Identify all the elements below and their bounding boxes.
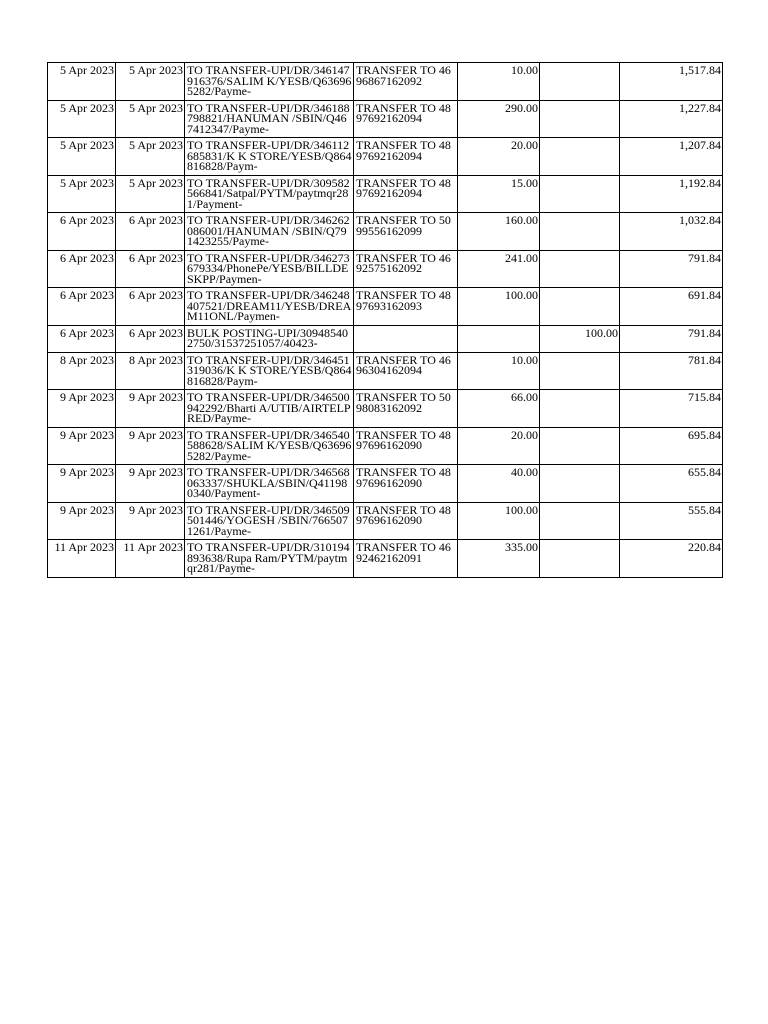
transaction-date-cell: 9 Apr 2023 <box>48 465 116 503</box>
table-row <box>48 175 723 213</box>
withdrawal-amount-cell: 335.00 <box>458 540 540 578</box>
withdrawal-amount-cell: 241.00 <box>458 250 540 288</box>
transaction-date-cell: 6 Apr 2023 <box>48 325 116 352</box>
description-cell: TO TRANSFER-UPI/DR/346540588628/SALIM K/YESB/Q636965282/Payme- <box>185 427 354 465</box>
reference-cell: TRANSFER TO 4897692162094 <box>354 138 458 176</box>
reference-cell: TRANSFER TO 4897696162090 <box>354 465 458 503</box>
deposit-amount-cell <box>540 390 620 428</box>
value-date-cell: 9 Apr 2023 <box>116 465 185 503</box>
balance-cell: 220.84 <box>620 540 723 578</box>
value-date-cell: 6 Apr 2023 <box>116 250 185 288</box>
table-row <box>48 390 723 428</box>
transaction-date-cell: 9 Apr 2023 <box>48 390 116 428</box>
transaction-date-cell: 6 Apr 2023 <box>48 250 116 288</box>
description-cell: TO TRANSFER-UPI/DR/346262086001/HANUMAN /SBIN/Q791423255/Payme- <box>185 213 354 251</box>
value-date-cell: 5 Apr 2023 <box>116 63 185 101</box>
description-cell: TO TRANSFER-UPI/DR/310194893638/Rupa Ram/PYTM/paytmqr281/Payme- <box>185 540 354 578</box>
transaction-table <box>47 62 723 578</box>
withdrawal-amount-cell: 100.00 <box>458 288 540 326</box>
transaction-table-body <box>48 63 723 578</box>
reference-cell: TRANSFER TO 5098083162092 <box>354 390 458 428</box>
transaction-date-cell: 5 Apr 2023 <box>48 63 116 101</box>
transaction-date-cell: 6 Apr 2023 <box>48 288 116 326</box>
withdrawal-amount-cell: 100.00 <box>458 502 540 540</box>
withdrawal-amount-cell: 10.00 <box>458 63 540 101</box>
reference-cell: TRANSFER TO 4897693162093 <box>354 288 458 326</box>
table-row <box>48 250 723 288</box>
deposit-amount-cell <box>540 352 620 390</box>
transaction-date-cell: 9 Apr 2023 <box>48 427 116 465</box>
reference-cell: TRANSFER TO 4696867162092 <box>354 63 458 101</box>
reference-cell: TRANSFER TO 4897696162090 <box>354 502 458 540</box>
balance-cell: 715.84 <box>620 390 723 428</box>
table-row <box>48 213 723 251</box>
deposit-amount-cell <box>540 502 620 540</box>
value-date-cell: 11 Apr 2023 <box>116 540 185 578</box>
balance-cell: 791.84 <box>620 250 723 288</box>
deposit-amount-cell <box>540 427 620 465</box>
table-row <box>48 325 723 352</box>
value-date-cell: 9 Apr 2023 <box>116 502 185 540</box>
withdrawal-amount-cell <box>458 325 540 352</box>
description-cell: TO TRANSFER-UPI/DR/346112685831/K K STORE/YESB/Q864816828/Paym- <box>185 138 354 176</box>
description-cell: TO TRANSFER-UPI/DR/346188798821/HANUMAN /SBIN/Q467412347/Payme- <box>185 100 354 138</box>
reference-cell: TRANSFER TO 5099556162099 <box>354 213 458 251</box>
deposit-amount-cell <box>540 213 620 251</box>
balance-cell: 1,207.84 <box>620 138 723 176</box>
value-date-cell: 5 Apr 2023 <box>116 138 185 176</box>
table-row <box>48 427 723 465</box>
withdrawal-amount-cell: 40.00 <box>458 465 540 503</box>
transaction-date-cell: 6 Apr 2023 <box>48 213 116 251</box>
table-row <box>48 465 723 503</box>
table-row <box>48 352 723 390</box>
transaction-date-cell: 5 Apr 2023 <box>48 138 116 176</box>
deposit-amount-cell <box>540 540 620 578</box>
value-date-cell: 5 Apr 2023 <box>116 175 185 213</box>
transaction-date-cell: 5 Apr 2023 <box>48 100 116 138</box>
balance-cell: 791.84 <box>620 325 723 352</box>
deposit-amount-cell <box>540 138 620 176</box>
reference-cell: TRANSFER TO 4692462162091 <box>354 540 458 578</box>
balance-cell: 1,192.84 <box>620 175 723 213</box>
transaction-date-cell: 9 Apr 2023 <box>48 502 116 540</box>
deposit-amount-cell <box>540 100 620 138</box>
balance-cell: 1,227.84 <box>620 100 723 138</box>
withdrawal-amount-cell: 290.00 <box>458 100 540 138</box>
balance-cell: 691.84 <box>620 288 723 326</box>
withdrawal-amount-cell: 15.00 <box>458 175 540 213</box>
description-cell: TO TRANSFER-UPI/DR/346273679334/PhonePe/YESB/BILLDESKPP/Paymen- <box>185 250 354 288</box>
table-row <box>48 63 723 101</box>
description-cell: TO TRANSFER-UPI/DR/309582566841/Satpal/PYTM/paytmqr281/Payment- <box>185 175 354 213</box>
reference-cell: TRANSFER TO 4897692162094 <box>354 175 458 213</box>
description-cell: TO TRANSFER-UPI/DR/346509501446/YOGESH /SBIN/7665071261/Payme- <box>185 502 354 540</box>
withdrawal-amount-cell: 66.00 <box>458 390 540 428</box>
table-row <box>48 540 723 578</box>
reference-cell: TRANSFER TO 4897692162094 <box>354 100 458 138</box>
value-date-cell: 9 Apr 2023 <box>116 427 185 465</box>
reference-cell: TRANSFER TO 4692575162092 <box>354 250 458 288</box>
table-row <box>48 502 723 540</box>
transaction-date-cell: 5 Apr 2023 <box>48 175 116 213</box>
value-date-cell: 6 Apr 2023 <box>116 325 185 352</box>
description-cell: TO TRANSFER-UPI/DR/346451319036/K K STORE/YESB/Q864816828/Paym- <box>185 352 354 390</box>
reference-cell: TRANSFER TO 4696304162094 <box>354 352 458 390</box>
balance-cell: 1,032.84 <box>620 213 723 251</box>
balance-cell: 555.84 <box>620 502 723 540</box>
description-cell: BULK POSTING-UPI/309485402750/31537251057/40423- <box>185 325 354 352</box>
description-cell: TO TRANSFER-UPI/DR/346147916376/SALIM K/YESB/Q636965282/Payme- <box>185 63 354 101</box>
value-date-cell: 8 Apr 2023 <box>116 352 185 390</box>
table-row <box>48 100 723 138</box>
balance-cell: 1,517.84 <box>620 63 723 101</box>
transaction-date-cell: 11 Apr 2023 <box>48 540 116 578</box>
table-row <box>48 138 723 176</box>
description-cell: TO TRANSFER-UPI/DR/346248407521/DREAM11/YESB/DREAM11ONL/Paymen- <box>185 288 354 326</box>
deposit-amount-cell <box>540 63 620 101</box>
deposit-amount-cell <box>540 250 620 288</box>
reference-cell <box>354 325 458 352</box>
value-date-cell: 6 Apr 2023 <box>116 288 185 326</box>
withdrawal-amount-cell: 20.00 <box>458 138 540 176</box>
reference-cell: TRANSFER TO 4897696162090 <box>354 427 458 465</box>
balance-cell: 655.84 <box>620 465 723 503</box>
deposit-amount-cell <box>540 175 620 213</box>
value-date-cell: 5 Apr 2023 <box>116 100 185 138</box>
description-cell: TO TRANSFER-UPI/DR/346500942292/Bharti A/UTIB/AIRTELPRED/Payme- <box>185 390 354 428</box>
deposit-amount-cell: 100.00 <box>540 325 620 352</box>
withdrawal-amount-cell: 10.00 <box>458 352 540 390</box>
table-row <box>48 288 723 326</box>
deposit-amount-cell <box>540 465 620 503</box>
value-date-cell: 9 Apr 2023 <box>116 390 185 428</box>
deposit-amount-cell <box>540 288 620 326</box>
balance-cell: 695.84 <box>620 427 723 465</box>
withdrawal-amount-cell: 160.00 <box>458 213 540 251</box>
value-date-cell: 6 Apr 2023 <box>116 213 185 251</box>
description-cell: TO TRANSFER-UPI/DR/346568063337/SHUKLA/SBIN/Q411980340/Payment- <box>185 465 354 503</box>
withdrawal-amount-cell: 20.00 <box>458 427 540 465</box>
balance-cell: 781.84 <box>620 352 723 390</box>
transaction-date-cell: 8 Apr 2023 <box>48 352 116 390</box>
